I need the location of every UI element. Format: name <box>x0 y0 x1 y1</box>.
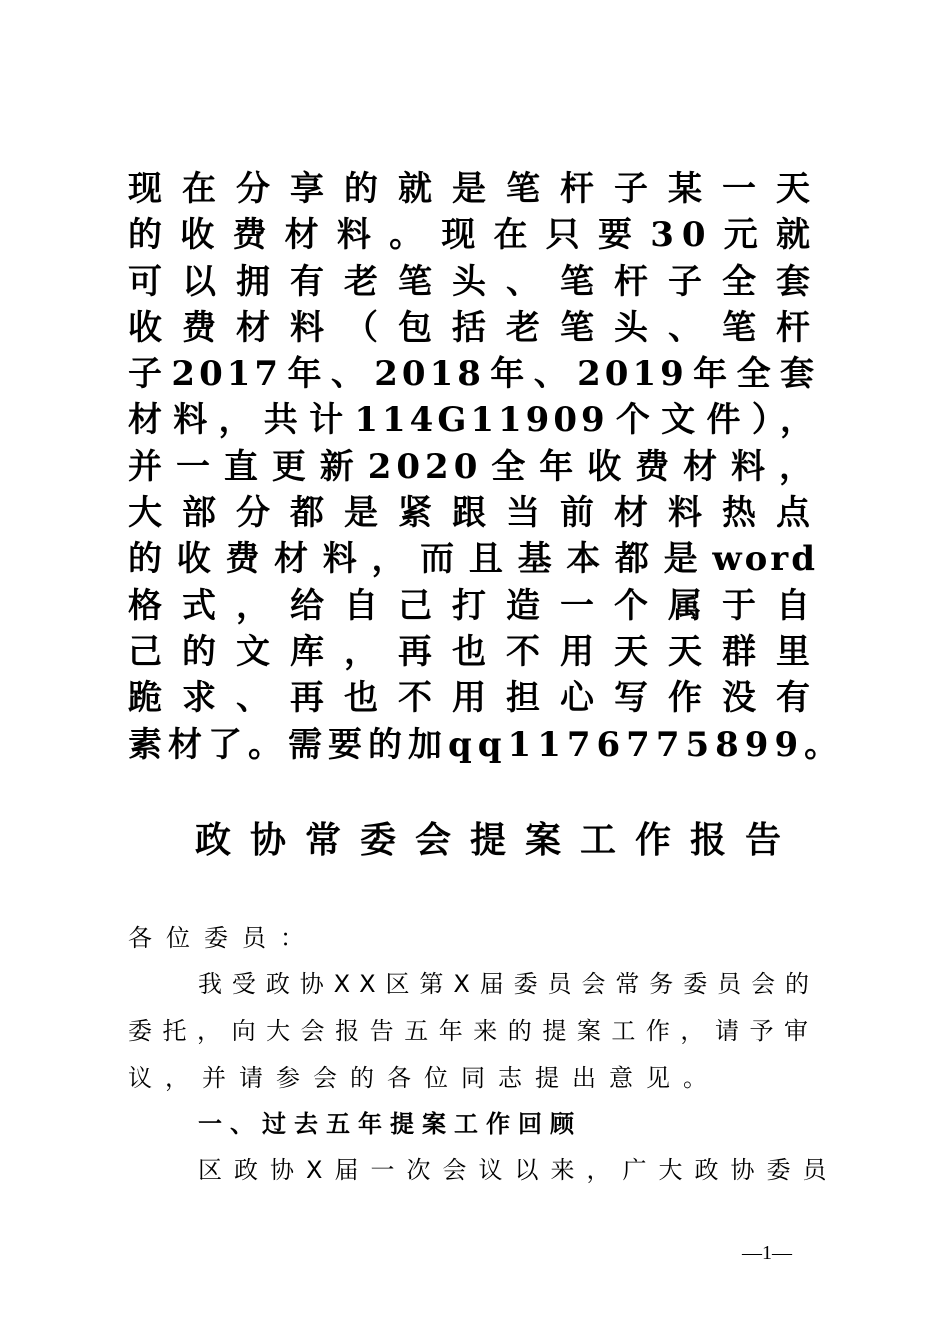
paragraph-line: 区政协X届一次会议以来，广大政协委员 <box>198 1156 839 1184</box>
promo-line: 材料，共计114G11909个文件）， <box>128 400 818 441</box>
promo-line: 跪求、再也不用担心写作没有 <box>128 678 818 719</box>
promo-line: 的收费材料。现在只要30元就 <box>128 215 818 256</box>
promo-line: 可以拥有老笔头、笔杆子全套 <box>128 261 818 302</box>
promo-text-block <box>128 166 845 768</box>
promo-line: 己的文库，再也不用天天群里 <box>128 631 818 672</box>
promo-line: 收费材料（包括老笔头、笔杆 <box>128 307 818 348</box>
page-number: —1— <box>742 1242 792 1264</box>
promo-line: 并一直更新2020全年收费材料， <box>128 446 818 487</box>
promo-line: 的收费材料，而且基本都是word <box>128 539 818 580</box>
paragraph-line: 我受政协XX区第X届委员会常务委员会的 <box>198 970 818 998</box>
promo-line: 素材了。需要的加qq1176775899。 <box>128 724 845 765</box>
salutation: 各位委员： <box>128 924 318 952</box>
section-heading: 一、过去五年提案工作回顾 <box>198 1110 582 1138</box>
promo-line: 大部分都是紧跟当前材料热点 <box>128 493 818 534</box>
document-title: 政协常委会提案工作报告 <box>195 819 801 861</box>
paragraph-line: 委托，向大会报告五年来的提案工作，请予审 <box>128 1017 818 1045</box>
paragraph-line: 议，并请参会的各位同志提出意见。 <box>128 1064 720 1092</box>
promo-line: 子2017年、2018年、2019年全套 <box>128 354 818 395</box>
promo-line: 现在分享的就是笔杆子某一天 <box>128 169 818 209</box>
promo-line: 格式，给自己打造一个属于自 <box>128 585 818 626</box>
